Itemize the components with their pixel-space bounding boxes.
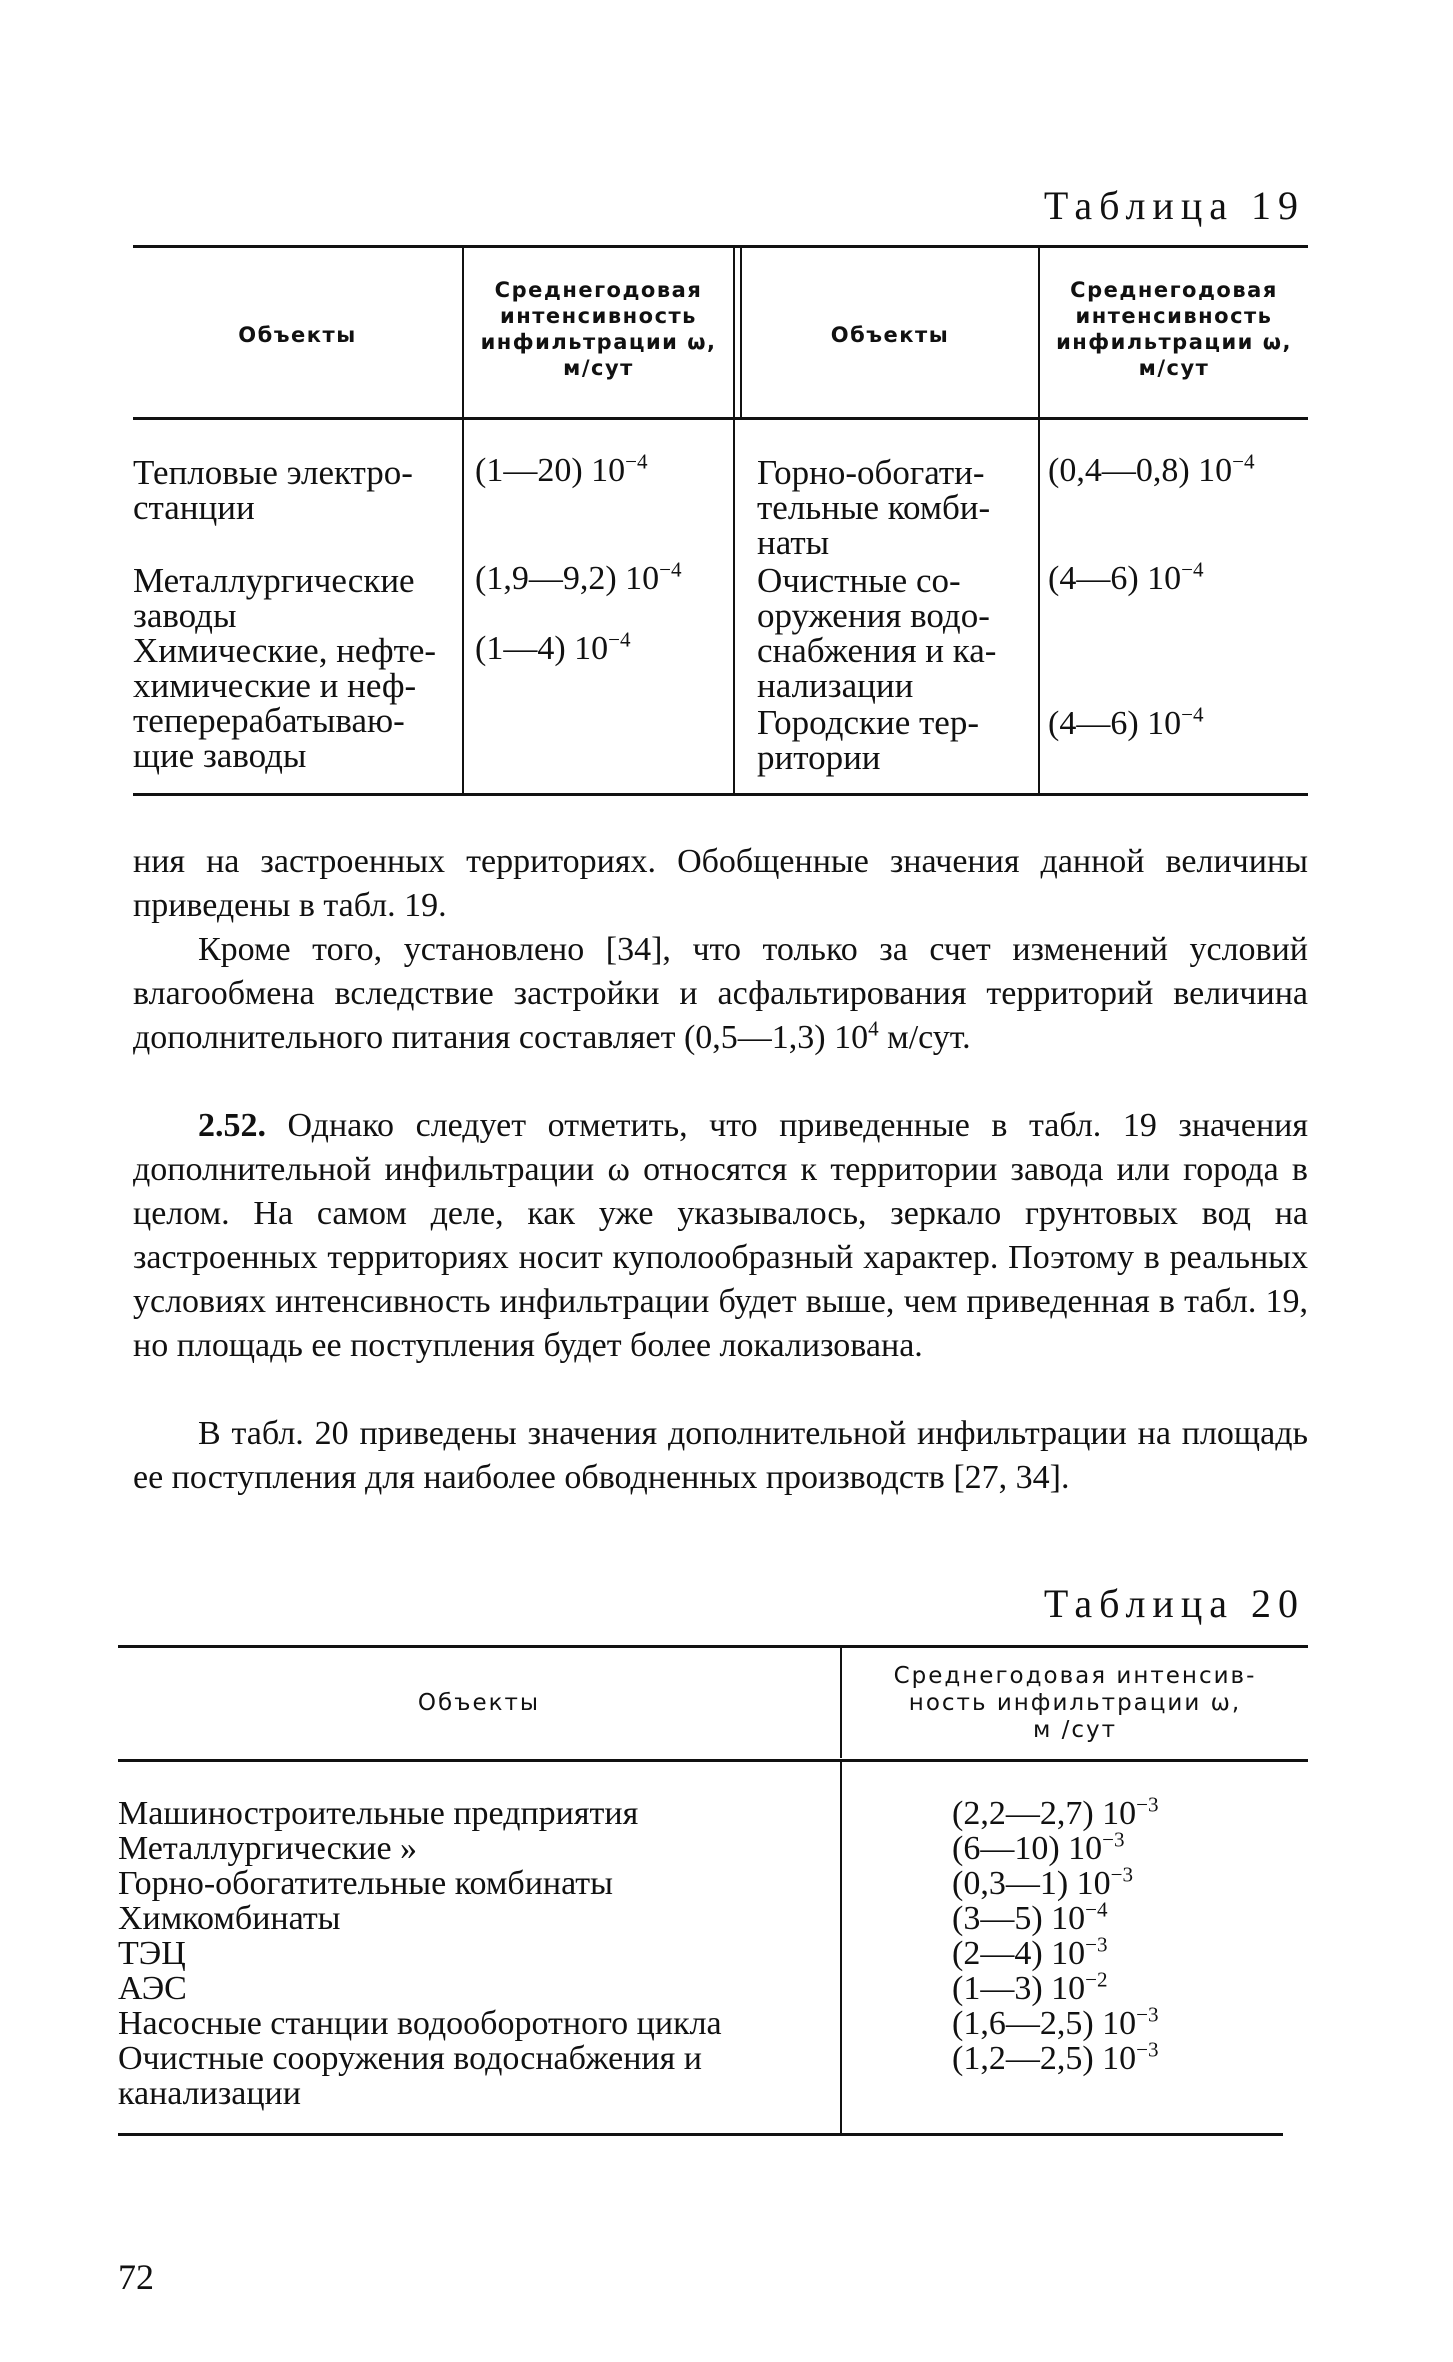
table-20-header-intensity: Среднегодовая интенсив- ность инфильтрации ω, м /сут: [893, 1663, 1257, 1743]
table-19-left-object-1: Тепловые электро- станции: [133, 453, 413, 527]
table-20-object-3: Горно-обогатительные комбинаты: [118, 1865, 614, 1902]
paragraph-3: 2.52. Однако следует отметить, что приведенные в табл. 19 значения дополнительной инфильтрации ω относятся к территории завода или города в целом. На самом деле, как уже указывалось, зеркало грунтовых вод на застроенных территориях носит куполообразный характер. Поэтому в реальных условиях интенсивность инфильтрации будет выше, чем приведенная в табл. 19, но площадь ее поступления будет более локализована.: [133, 1107, 1308, 1364]
table-20-object-9: канализации: [118, 2075, 301, 2112]
table-20-value-8: (1,2—2,5) $10^{-3}$: [952, 2037, 1159, 2077]
paragraph-4: В табл. 20 приведены значения дополнительной инфильтрации на площадь ее поступления для наиболее обводненных производств [27, 34].: [133, 1415, 1308, 1496]
table-20-body-divider: [840, 1762, 842, 2133]
table-20-header-objects: Объекты: [417, 1690, 541, 1716]
table-20-value-4: (3—5) $10^{-4}$: [952, 1897, 1108, 1937]
table-19-divider-2a: [733, 248, 735, 793]
table-19-left-value-1: (1—20) $10^{-4}$: [475, 449, 648, 489]
paragraph-2: Кроме того, установлено [34], что только за счет изменений условий влагообмена вследствие застройки и асфальтирования территорий величина дополнительного питания составляет (0,5—1,3) $10^4$ м/сут.: [133, 931, 1308, 1056]
table-19-left-object-2: Металлургические заводы: [133, 561, 415, 635]
table-20-object-4: Химкомбинаты: [118, 1900, 341, 1937]
table-20-object-8: Очистные сооружения водоснабжения и: [118, 2040, 702, 2077]
table-20-object-5: ТЭЦ: [118, 1935, 186, 1972]
table-20-value-6: (1—3) $10^{-2}$: [952, 1967, 1108, 2007]
table-20-value-2: (6—10) $10^{-3}$: [952, 1827, 1125, 1867]
table-20-value-3: (0,3—1) $10^{-3}$: [952, 1862, 1134, 1902]
table-19-right-object-1: Горно-обогати- тельные комби- наты: [757, 453, 991, 562]
table-20-value-1: (2,2—2,7) $10^{-3}$: [952, 1792, 1159, 1832]
table-19-caption: Таблица 19: [1043, 183, 1305, 228]
page-number: 72: [118, 2257, 154, 2297]
table-20-header-rule: [118, 1759, 1308, 1762]
table-20-object-2: Металлургические »: [118, 1830, 418, 1867]
table-19-header-rule: [133, 417, 1308, 420]
table-20-caption: Таблица 20: [1043, 1581, 1305, 1626]
table-19-right-value-3: (4—6) $10^{-4}$: [1048, 702, 1204, 742]
paragraph-1: ния на застроенных территориях. Обобщенные значения данной величины приведены в табл. 19.: [133, 843, 1308, 924]
table-19-right-object-3: Городские тер- ритории: [757, 703, 979, 777]
table-19-header-intensity-right: Среднегодовая интенсивность инфильтрации ω, м/сут: [1056, 278, 1292, 380]
table-19-left-value-2: (1,9—9,2) $10^{-4}$: [475, 557, 682, 597]
table-19-bottom-rule: [133, 793, 1308, 796]
section-number: 2.52.: [198, 1107, 266, 1144]
table-19-top-rule: [133, 245, 1308, 248]
table-20-object-1: Машиностроительные предприятия: [118, 1795, 639, 1832]
table-20-object-7: Насосные станции водооборотного цикла: [118, 2005, 722, 2042]
table-19-right-value-1: (0,4—0,8) $10^{-4}$: [1048, 449, 1255, 489]
table-20-value-5: (2—4) $10^{-3}$: [952, 1932, 1108, 1972]
table-19-left-object-3: Химические, нефте- химические и неф- теперерабатываю- щие заводы: [133, 631, 437, 775]
table-19-right-value-2: (4—6) $10^{-4}$: [1048, 557, 1204, 597]
table-19-header-intensity-left: Среднегодовая интенсивность инфильтрации ω, м/сут: [480, 278, 717, 380]
table-20-bottom-rule: [118, 2133, 1283, 2136]
table-20-top-rule: [118, 1645, 1308, 1648]
table-20-object-6: АЭС: [118, 1970, 187, 2007]
table-19-left-value-3: (1—4) $10^{-4}$: [475, 627, 631, 667]
table-19-header-objects-left: Объекты: [238, 323, 357, 347]
table-19-right-object-2: Очистные со- оружения водо- снабжения и ка- нализации: [757, 561, 997, 705]
table-20-value-7: (1,6—2,5) $10^{-3}$: [952, 2002, 1159, 2042]
table-19-header-objects-right: Объекты: [830, 323, 950, 347]
